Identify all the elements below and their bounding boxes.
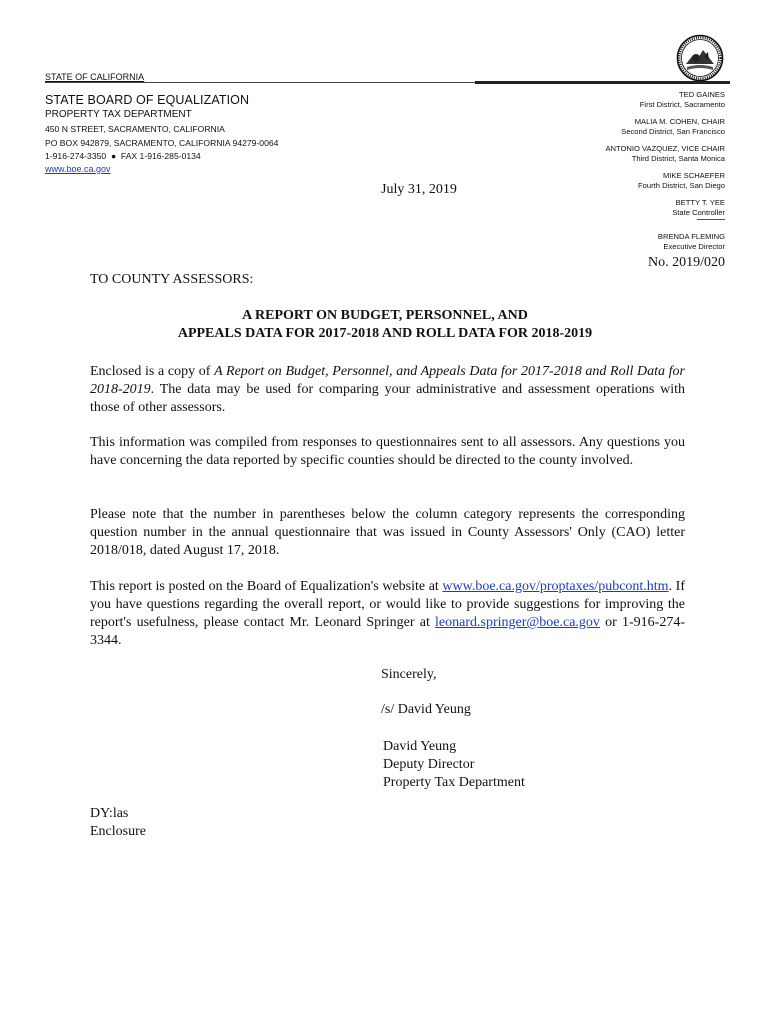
street-address: 450 N STREET, SACRAMENTO, CALIFORNIA <box>45 124 225 134</box>
signer-name: David Yeung <box>383 739 457 754</box>
pobox-address: PO BOX 942879, SACRAMENTO, CALIFORNIA 94279-0064 <box>45 138 279 148</box>
website-link[interactable]: www.boe.ca.gov <box>45 164 111 174</box>
p1-end: . The data may be used for comparing your administrative and assessment operations with those of other assessors. <box>90 382 685 415</box>
paragraph-website <box>90 578 685 650</box>
member-name: ANTONIO VAZQUEZ, VICE CHAIR <box>605 144 725 153</box>
member-name: MIKE SCHAEFER <box>662 171 725 180</box>
bullet-separator: ● <box>108 151 119 161</box>
report-title-line-2: APPEALS DATA FOR 2017-2018 AND ROLL DATA FOR 2018-2019 <box>177 326 593 341</box>
member-role: Third District, Santa Monica <box>631 154 725 163</box>
member-entry <box>495 198 725 218</box>
executive-name: BRENDA FLEMING <box>657 232 725 241</box>
member-name: TED GAINES <box>679 90 725 99</box>
enclosure-note: Enclosure <box>90 824 146 839</box>
state-label: STATE OF CALIFORNIA <box>45 72 145 82</box>
member-name: MALIA M. COHEN, CHAIR <box>634 117 725 126</box>
report-title <box>90 307 680 343</box>
department-name: PROPERTY TAX DEPARTMENT <box>45 109 192 120</box>
board-name: STATE BOARD OF EQUALIZATION <box>45 93 250 107</box>
member-role: Fourth District, San Diego <box>638 181 725 190</box>
letter-date: July 31, 2019 <box>381 182 457 197</box>
p4-end: or 1-916-274-3344. <box>90 615 685 648</box>
report-name-italic: A Report on Budget, Personnel, and Appeals Data for 2017-2018 and Roll Data for 2018-2019 <box>90 364 686 397</box>
paragraph-information: This information was compiled from responses to questionnaires sent to all assessors. Any questions you have concerning the data reported by specific counties should be directed to the county involved. <box>90 435 685 468</box>
member-role: First District, Sacramento <box>639 100 725 109</box>
fax-number: FAX 1-916-285-0134 <box>120 151 201 161</box>
signer-title: Deputy Director <box>383 757 475 772</box>
initials: DY:las <box>90 806 129 821</box>
letter-number: No. 2019/020 <box>648 255 725 270</box>
report-url-link[interactable]: www.boe.ca.gov/proptaxes/pubcont.htm <box>442 579 669 594</box>
signature: /s/ David Yeung <box>381 702 471 717</box>
members-divider <box>697 219 725 220</box>
executive-entry <box>495 232 725 252</box>
paragraph-note: Please note that the number in parentheses below the column category represents the corresponding question number in the annual questionnaire that was issued in County Assessors' Only (CAO) letter 2018/018, dated August 17, 2018. <box>90 507 685 558</box>
member-entry <box>495 117 725 137</box>
member-role: State Controller <box>672 208 725 217</box>
report-title-line-1: A REPORT ON BUDGET, PERSONNEL, AND <box>242 308 528 323</box>
signer-department: Property Tax Department <box>383 775 525 790</box>
member-role: Second District, San Francisco <box>621 127 725 136</box>
closing: Sincerely, <box>381 667 437 682</box>
member-entry <box>495 144 725 164</box>
p1-start: Enclosed is a copy of <box>90 364 215 379</box>
member-name: BETTY T. YEE <box>675 198 725 207</box>
executive-role: Executive Director <box>663 242 725 251</box>
phone-fax-line <box>45 151 201 161</box>
paragraph-enclosed <box>90 363 685 417</box>
initials-block <box>90 805 146 841</box>
phone-number: 1-916-274-3350 <box>45 151 107 161</box>
addressee: TO COUNTY ASSESSORS: <box>90 272 254 287</box>
member-entry <box>495 171 725 191</box>
state-seal-icon <box>676 34 724 82</box>
contact-email-link[interactable]: leonard.springer@boe.ca.gov <box>435 615 600 630</box>
p4-mid: . If you have questions regarding the overall report, or would like to provide suggestions for improving the report's usefulness, please contact Mr. Leonard Springer at <box>90 579 686 630</box>
signer-block <box>383 738 525 792</box>
p4-start: This report is posted on the Board of Equalization's website at <box>90 579 443 594</box>
board-members <box>495 90 725 259</box>
member-entry <box>495 90 725 110</box>
